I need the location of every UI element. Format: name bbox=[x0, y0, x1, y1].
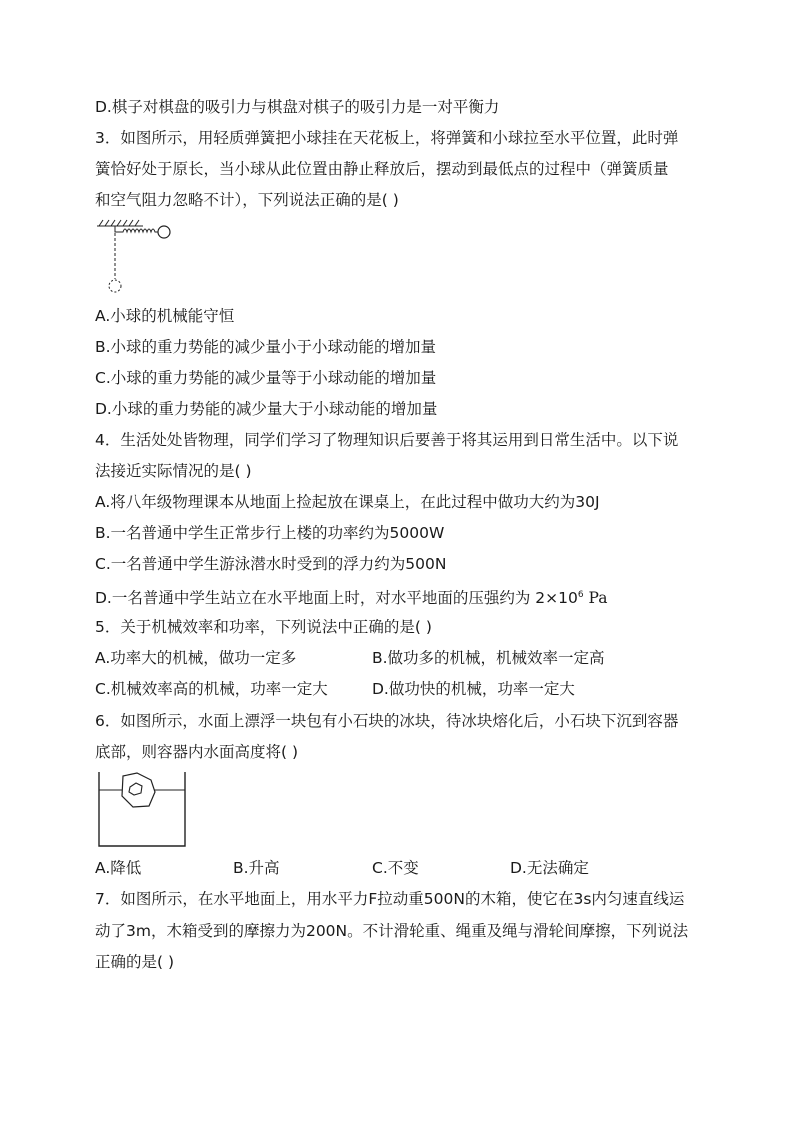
q5-option-c: C.机械效率高的机械，功率一定大 bbox=[95, 680, 328, 698]
q6-option-c: C.不变 bbox=[372, 859, 419, 877]
q7-stem-line-3: 正确的是( ) bbox=[95, 953, 175, 971]
q3-spring-pendulum-figure bbox=[95, 218, 185, 298]
q3-option-d: D.小球的重力势能的减少量大于小球动能的增加量 bbox=[95, 400, 438, 418]
q6-option-a: A.降低 bbox=[95, 859, 142, 877]
q4-option-a: A.将八年级物理课本从地面上捡起放在课桌上，在此过程中做功大约为30J bbox=[95, 493, 600, 511]
q5-option-d: D.做功快的机械，功率一定大 bbox=[372, 680, 575, 698]
q6-stem-line-1: 6．如图所示，水面上漂浮一块包有小石块的冰块，待冰块熔化后，小石块下沉到容器 bbox=[95, 712, 679, 730]
q3-option-a: A.小球的机械能守恒 bbox=[95, 307, 235, 325]
q6-stem-line-2: 底部，则容器内水面高度将( ) bbox=[95, 743, 299, 761]
q6-option-b: B.升高 bbox=[233, 859, 280, 877]
q4-stem-line-2: 法接近实际情况的是( ) bbox=[95, 462, 252, 480]
ceiling-hatch bbox=[97, 220, 143, 226]
q3-option-b: B.小球的重力势能的减少量小于小球动能的增加量 bbox=[95, 338, 437, 356]
q4-option-d-exponent: 6 bbox=[577, 590, 584, 600]
q7-stem-line-1: 7．如图所示，在水平地面上，用水平力F拉动重500N的木箱，使它在3s内匀速直线运 bbox=[95, 890, 685, 908]
q4-stem-line-1: 4．生活处处皆物理，同学们学习了物理知识后要善于将其运用到日常生活中。以下说 bbox=[95, 431, 679, 449]
q4-option-b: B.一名普通中学生正常步行上楼的功率约为5000W bbox=[95, 524, 445, 542]
q5-option-a: A.功率大的机械，做功一定多 bbox=[95, 649, 297, 667]
q2-option-d: D.棋子对棋盘的吸引力与棋盘对棋子的吸引力是一对平衡力 bbox=[95, 98, 500, 116]
q3-stem-line-3: 和空气阻力忽略不计），下列说法正确的是( ) bbox=[95, 191, 399, 209]
horizontal-spring bbox=[115, 226, 158, 232]
q3-stem-line-1: 3．如图所示，用轻质弹簧把小球挂在天花板上，将弹簧和小球拉至水平位置，此时弹 bbox=[95, 129, 679, 147]
q3-stem-line-2: 簧恰好处于原长，当小球从此位置由静止释放后，摆动到最低点的过程中（弹簧质量 bbox=[95, 160, 669, 178]
q6-option-d: D.无法确定 bbox=[510, 859, 589, 877]
ball-start-position bbox=[158, 226, 170, 238]
q5-option-b: B.做功多的机械，机械效率一定高 bbox=[372, 649, 605, 667]
q5-stem: 5．关于机械效率和功率，下列说法中正确的是( ) bbox=[95, 618, 432, 636]
q3-option-c: C.小球的重力势能的减少量等于小球动能的增加量 bbox=[95, 369, 437, 387]
ball-lowest-position bbox=[109, 280, 121, 292]
q7-stem-line-2: 动了3m，木箱受到的摩擦力为200N。不计滑轮重、绳重及绳与滑轮间摩擦，下列说法 bbox=[95, 922, 689, 940]
q4-option-d-unit: Pa bbox=[588, 589, 608, 607]
q4-option-d-text: D.一名普通中学生站立在水平地面上时，对水平地面的压强约为 2×10 bbox=[95, 589, 578, 607]
q4-option-d bbox=[95, 585, 608, 608]
q4-option-c: C.一名普通中学生游泳潜水时受到的浮力约为500N bbox=[95, 555, 447, 573]
q6-container-figure bbox=[97, 770, 187, 850]
